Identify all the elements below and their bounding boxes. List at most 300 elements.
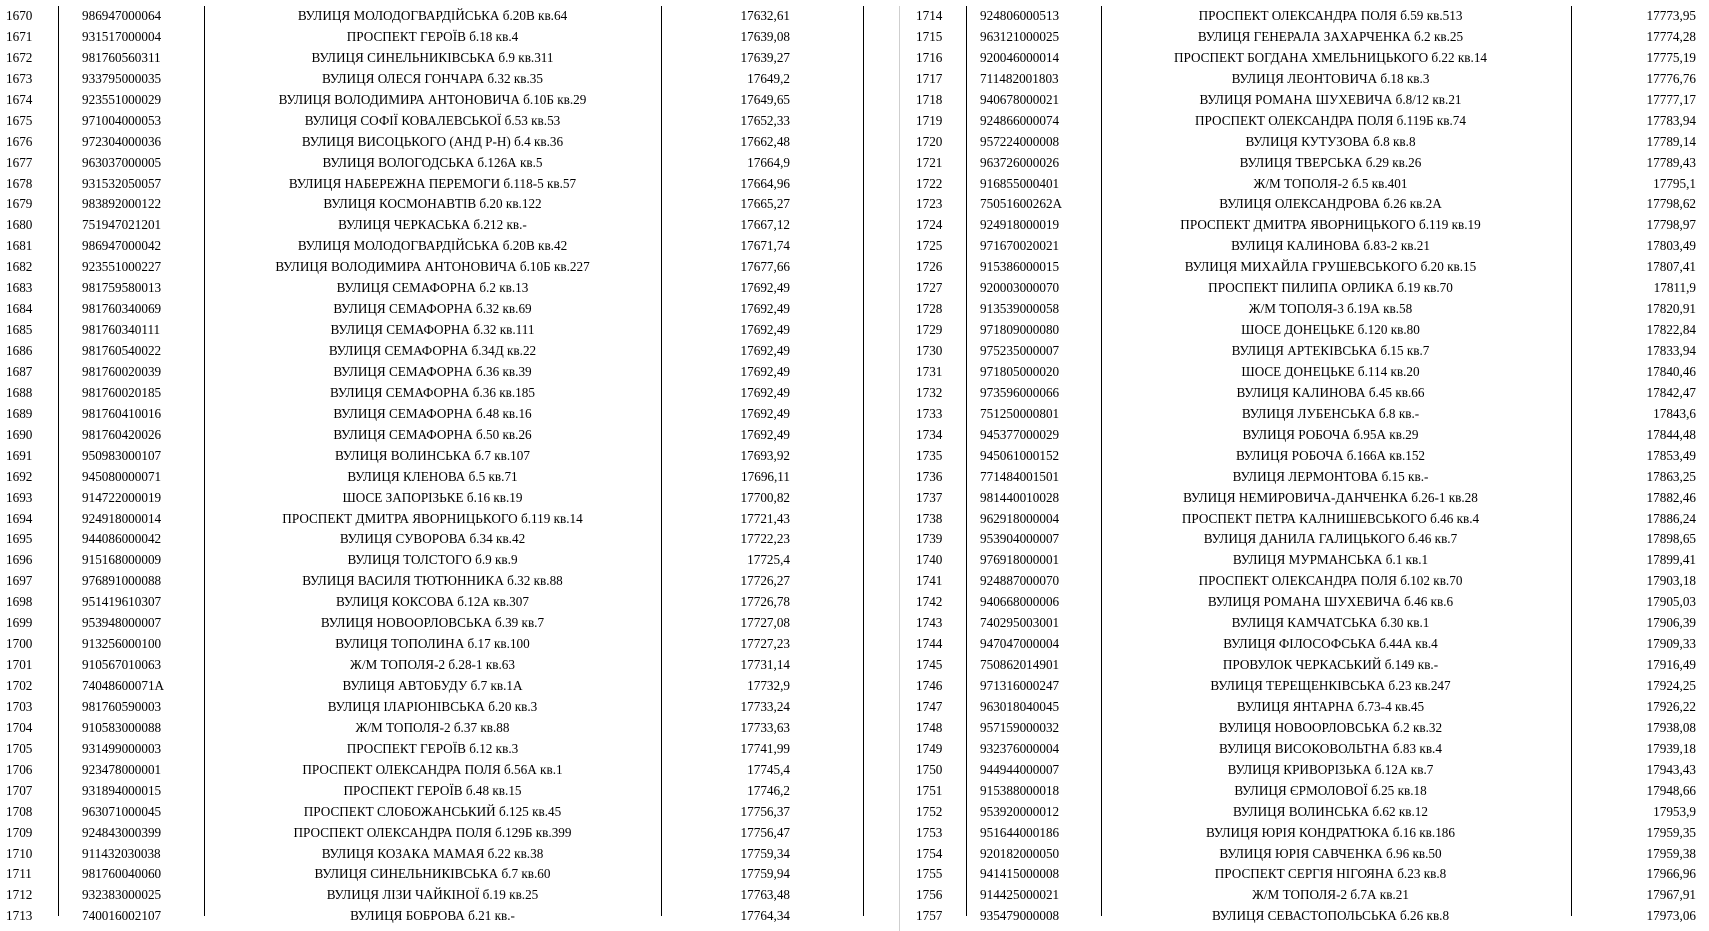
amount: 17905,03 — [1646, 594, 1696, 610]
row-number: 1714 — [916, 8, 943, 23]
table-row — [900, 111, 1709, 132]
account-number: 771484001501 — [980, 468, 1060, 484]
account-number: 924806000513 — [980, 8, 1060, 23]
row-number: 1696 — [6, 552, 33, 568]
table-row — [0, 27, 860, 48]
amount: 17696,11 — [741, 468, 790, 484]
address: ШОСЕ ДОНЕЦЬКЕ б.120 кв.80 — [1241, 322, 1420, 338]
row-number: 1697 — [6, 573, 33, 589]
table-row — [0, 446, 860, 467]
account-number: 963121000025 — [980, 28, 1060, 44]
table-row — [0, 488, 860, 509]
table-row — [900, 153, 1709, 174]
account-number: 750862014901 — [980, 657, 1060, 673]
table-row — [900, 529, 1709, 550]
address: ВУЛИЦЯ МОЛОДОГВАРДІЙСЬКА б.20В кв.42 — [297, 238, 568, 254]
amount: 17953,9 — [1653, 803, 1696, 819]
address: ПРОСПЕКТ ОЛЕКСАНДРА ПОЛЯ б.102 кв.70 — [1198, 573, 1463, 589]
address: ПРОСПЕКТ ОЛЕКСАНДРА ПОЛЯ б.119Б кв.74 — [1195, 112, 1466, 128]
account-number: 981760420026 — [82, 426, 162, 442]
account-number: 931894000015 — [82, 782, 162, 798]
address: ШОСЕ ЗАПОРІЗЬКЕ б.16 кв.19 — [342, 489, 523, 505]
address: ВУЛИЦЯ КЛЕНОВА б.5 кв.71 — [347, 468, 518, 484]
table-row — [900, 844, 1709, 865]
account-number: 923478000001 — [82, 761, 162, 777]
address: ВУЛИЦЯ НОВООРЛОВСЬКА б.2 кв.32 — [1218, 719, 1443, 735]
amount: 17798,97 — [1646, 217, 1696, 233]
table-row — [900, 174, 1709, 195]
account-number: 963726000026 — [980, 154, 1060, 170]
amount: 17722,23 — [740, 531, 790, 547]
amount: 17853,49 — [1646, 447, 1696, 463]
row-number: 1709 — [6, 824, 33, 840]
address: ВУЛИЦЯ РОБОЧА б.95А кв.29 — [1242, 426, 1419, 442]
amount: 17811,9 — [1653, 280, 1696, 296]
account-number: 931499000003 — [82, 740, 162, 756]
account-number: 981760020039 — [82, 363, 162, 379]
row-number: 1673 — [6, 70, 33, 86]
row-number: 1744 — [916, 636, 943, 652]
table-row — [900, 383, 1709, 404]
amount: 17693,92 — [740, 447, 790, 463]
amount: 17840,46 — [1646, 363, 1696, 379]
row-number: 1711 — [6, 866, 32, 882]
address: ВУЛИЦЯ ЛУБЕНСЬКА б.8 кв.- — [1241, 405, 1420, 421]
account-number: 920182000050 — [980, 845, 1060, 861]
table-row — [900, 27, 1709, 48]
account-number: 971670020021 — [980, 238, 1060, 254]
amount: 17916,49 — [1646, 657, 1696, 673]
account-number: 981760040060 — [82, 866, 162, 882]
account-number: 981759580013 — [82, 280, 162, 296]
address: ШОСЕ ДОНЕЦЬКЕ б.114 кв.20 — [1241, 363, 1420, 379]
table-row — [0, 697, 860, 718]
address: ВУЛИЦЯ ТОПОЛИНА б.17 кв.100 — [335, 636, 530, 652]
row-number: 1733 — [916, 405, 943, 421]
address: ПРОВУЛОК ЧЕРКАСЬКИЙ б.149 кв.- — [1222, 657, 1439, 673]
table-row — [0, 90, 860, 111]
account-number: 74048600071А — [82, 678, 165, 693]
amount: 17756,47 — [740, 824, 790, 840]
account-number: 914722000019 — [82, 489, 162, 505]
address: ПРОСПЕКТ ДМИТРА ЯВОРНИЦЬКОГО б.119 кв.19 — [1180, 217, 1481, 233]
row-number: 1670 — [6, 8, 33, 23]
table-row — [900, 299, 1709, 320]
row-number: 1745 — [916, 657, 943, 673]
address: ВУЛИЦЯ СЕВАСТОПОЛЬСЬКА б.26 кв.8 — [1211, 908, 1450, 924]
address: ВУЛИЦЯ АРТЕКІВСЬКА б.15 кв.7 — [1231, 343, 1430, 358]
address: ВУЛИЦЯ СОФІЇ КОВАЛЕВСЬКОЇ б.53 кв.53 — [304, 112, 561, 128]
column-divider — [863, 6, 864, 916]
amount: 17844,48 — [1646, 426, 1696, 442]
row-number: 1704 — [6, 719, 33, 735]
account-number: 976918000001 — [980, 552, 1060, 568]
amount: 17745,4 — [747, 761, 790, 777]
amount: 17664,9 — [747, 154, 790, 170]
address: ВУЛИЦЯ МИХАЙЛА ГРУШЕВСЬКОГО б.20 кв.15 — [1184, 259, 1477, 275]
address: ВУЛИЦЯ СЕМАФОРНА б.2 кв.13 — [336, 280, 529, 296]
account-number: 963037000005 — [82, 154, 162, 170]
address: ВУЛИЦЯ КАЛИНОВА б.45 кв.66 — [1236, 384, 1425, 400]
table-row — [900, 781, 1709, 802]
amount: 17725,4 — [747, 552, 790, 568]
row-number: 1693 — [6, 489, 33, 505]
row-number: 1700 — [6, 636, 33, 652]
address: ВУЛИЦЯ ІЛАРІОНІВСЬКА б.20 кв.3 — [327, 698, 538, 714]
amount: 17959,35 — [1646, 824, 1696, 840]
address: ВУЛИЦЯ СЕМАФОРНА б.36 кв.185 — [330, 384, 535, 400]
amount: 17843,6 — [1653, 405, 1696, 421]
address: ВУЛИЦЯ ЛЕРМОНТОВА б.15 кв.- — [1232, 468, 1429, 484]
row-number: 1694 — [6, 510, 33, 526]
address: ВУЛИЦЯ ВАСИЛЯ ТЮТЮННИКА б.32 кв.88 — [302, 573, 563, 589]
table-row — [0, 236, 860, 257]
account-number: 940668000006 — [980, 594, 1060, 610]
row-number: 1699 — [6, 615, 33, 631]
address: ВУЛИЦЯ СЕМАФОРНА б.32 кв.69 — [333, 301, 532, 317]
amount: 17726,27 — [740, 573, 790, 589]
account-number: 751947021201 — [82, 217, 162, 233]
address: ВУЛИЦЯ ЯНТАРНА б.73-4 кв.45 — [1236, 698, 1425, 714]
account-number: 953948000007 — [82, 615, 162, 631]
account-number: 953920000012 — [980, 803, 1060, 819]
table-row — [900, 739, 1709, 760]
amount: 17727,23 — [740, 636, 790, 652]
address: ПРОСПЕКТ ОЛЕКСАНДРА ПОЛЯ б.56А кв.1 — [302, 761, 563, 777]
account-number: 913539000058 — [980, 301, 1060, 317]
account-number: 931532050057 — [82, 175, 162, 191]
table-row — [0, 404, 860, 425]
address: ВУЛИЦЯ ВИСОЦЬКОГО (АНД Р-Н) б.4 кв.36 — [301, 133, 564, 149]
table-row — [0, 215, 860, 236]
amount: 17665,27 — [740, 196, 790, 212]
account-number: 957224000008 — [980, 133, 1060, 149]
row-number: 1730 — [916, 343, 943, 358]
amount: 17692,49 — [740, 405, 790, 421]
account-number: 916855000401 — [980, 175, 1060, 191]
table-row — [900, 215, 1709, 236]
row-number: 1705 — [6, 740, 33, 756]
table-row — [0, 467, 860, 488]
table-row — [0, 48, 860, 69]
left-table — [0, 6, 860, 927]
row-number: 1690 — [6, 426, 33, 442]
row-number: 1718 — [916, 91, 943, 107]
row-number: 1685 — [6, 322, 33, 338]
amount: 17938,08 — [1646, 719, 1696, 735]
address: ВУЛИЦЯ ВОЛОДИМИРА АНТОНОВИЧА б.10Б кв.29 — [278, 91, 587, 107]
table-row — [900, 132, 1709, 153]
address: ВУЛИЦЯ СЕМАФОРНА б.48 кв.16 — [333, 405, 532, 421]
account-number: 931517000004 — [82, 28, 162, 44]
address: ПРОСПЕКТ ГЕРОЇВ б.18 кв.4 — [346, 28, 519, 44]
amount: 17833,94 — [1646, 343, 1696, 358]
account-number: 920003000070 — [980, 280, 1060, 296]
account-number: 933795000035 — [82, 70, 162, 86]
account-number: 971004000053 — [82, 112, 162, 128]
account-number: 986947000042 — [82, 238, 162, 254]
account-number: 945080000071 — [82, 468, 162, 484]
row-number: 1735 — [916, 447, 943, 463]
amount: 17732,9 — [747, 678, 790, 693]
address: ВУЛИЦЯ КРИВОРІЗЬКА б.12А кв.7 — [1227, 761, 1434, 777]
table-row — [900, 613, 1709, 634]
table-row — [0, 341, 860, 362]
row-number: 1703 — [6, 698, 33, 714]
table-row — [900, 864, 1709, 885]
row-number: 1743 — [916, 615, 943, 631]
address: Ж/М ТОПОЛЯ-3 б.19А кв.58 — [1248, 301, 1413, 317]
table-row — [0, 844, 860, 865]
table-row — [900, 509, 1709, 530]
table-row — [900, 906, 1709, 927]
account-number: 923551000029 — [82, 91, 162, 107]
row-number: 1676 — [6, 133, 33, 149]
row-number: 1687 — [6, 363, 33, 379]
amount: 17795,1 — [1653, 175, 1696, 191]
row-number: 1719 — [916, 112, 943, 128]
row-number: 1681 — [6, 238, 33, 254]
table-row — [900, 48, 1709, 69]
address: ВУЛИЦЯ ДАНИЛА ГАЛИЦЬКОГО б.46 кв.7 — [1203, 531, 1458, 547]
table-row — [0, 425, 860, 446]
account-number: 951644000186 — [980, 824, 1060, 840]
amount: 17700,82 — [740, 489, 790, 505]
account-number: 981760020185 — [82, 384, 162, 400]
amount: 17759,34 — [740, 845, 790, 861]
address: ВУЛИЦЯ СУВОРОВА б.34 кв.42 — [339, 531, 526, 547]
table-row — [0, 362, 860, 383]
account-number: 711482001803 — [980, 70, 1059, 86]
row-number: 1738 — [916, 510, 943, 526]
row-number: 1707 — [6, 782, 33, 798]
table-row — [0, 69, 860, 90]
table-row — [0, 383, 860, 404]
address: ВУЛИЦЯ ВИСОКОВОЛЬТНА б.83 кв.4 — [1219, 740, 1442, 756]
address: ПРОСПЕКТ ГЕРОЇВ б.48 кв.15 — [343, 782, 522, 798]
table-row — [900, 404, 1709, 425]
account-number: 953904000007 — [980, 531, 1060, 547]
table-row — [0, 509, 860, 530]
account-number: 945061000152 — [980, 447, 1060, 463]
table-row — [0, 278, 860, 299]
table-row — [0, 634, 860, 655]
account-number: 915388000018 — [980, 782, 1060, 798]
row-number: 1688 — [6, 384, 33, 400]
account-number: 981760340069 — [82, 301, 162, 317]
amount: 17926,22 — [1646, 698, 1696, 714]
table-row — [900, 341, 1709, 362]
account-number: 972304000036 — [82, 133, 162, 149]
amount: 17649,65 — [740, 91, 790, 107]
amount: 17756,37 — [740, 803, 790, 819]
address: ВУЛИЦЯ ЛЕОНТОВИЧА б.18 кв.3 — [1231, 70, 1430, 86]
table-row — [0, 194, 860, 215]
amount: 17783,94 — [1646, 112, 1696, 128]
account-number: 951419610307 — [82, 594, 162, 610]
table-row — [0, 760, 860, 781]
account-number: 971809000080 — [980, 322, 1060, 338]
amount: 17746,2 — [747, 782, 790, 798]
amount: 17727,08 — [740, 615, 790, 631]
account-number: 971316000247 — [980, 678, 1060, 693]
amount: 17763,48 — [740, 887, 790, 903]
account-number: 924918000019 — [980, 217, 1060, 233]
amount: 17677,66 — [740, 259, 790, 275]
table-row — [900, 885, 1709, 906]
account-number: 915168000009 — [82, 552, 162, 568]
account-number: 914425000021 — [980, 887, 1060, 903]
account-number: 751250000801 — [980, 405, 1060, 421]
row-number: 1716 — [916, 49, 943, 65]
account-number: 924887000070 — [980, 573, 1060, 589]
table-row — [0, 864, 860, 885]
account-number: 740295003001 — [980, 615, 1060, 631]
row-number: 1753 — [916, 824, 943, 840]
amount: 17789,43 — [1646, 154, 1696, 170]
table-row — [0, 299, 860, 320]
address: ПРОСПЕКТ ОЛЕКСАНДРА ПОЛЯ б.129Б кв.399 — [293, 824, 572, 840]
address: ВУЛИЦЯ ВОЛИНСЬКА б.62 кв.12 — [1233, 803, 1428, 819]
address: ВУЛИЦЯ КУТУЗОВА б.8 кв.8 — [1245, 133, 1416, 149]
address: ВУЛИЦЯ НОВООРЛОВСЬКА б.39 кв.7 — [320, 615, 545, 631]
account-number: 971805000020 — [980, 363, 1060, 379]
table-row — [0, 529, 860, 550]
address: ПРОСПЕКТ СЛОБОЖАНСЬКИЙ б.125 кв.45 — [303, 803, 562, 819]
account-number: 973596000066 — [980, 384, 1060, 400]
account-number: 981760540022 — [82, 343, 162, 358]
table-row — [0, 802, 860, 823]
table-row — [0, 257, 860, 278]
table-row — [900, 718, 1709, 739]
address: ВУЛИЦЯ ТЕРЕЩЕНКІВСЬКА б.23 кв.247 — [1210, 678, 1451, 693]
amount: 17909,33 — [1646, 636, 1696, 652]
column-divider — [1571, 6, 1572, 916]
amount: 17741,99 — [740, 740, 790, 756]
amount: 17959,38 — [1646, 845, 1696, 861]
amount: 17692,49 — [740, 280, 790, 296]
amount: 17731,14 — [740, 657, 790, 673]
account-number: 740016002107 — [82, 908, 162, 924]
amount: 17803,49 — [1646, 238, 1696, 254]
address: ВУЛИЦЯ ЛІЗИ ЧАЙКІНОЇ б.19 кв.25 — [326, 887, 539, 903]
row-number: 1713 — [6, 908, 33, 924]
row-number: 1675 — [6, 112, 33, 128]
amount: 17948,66 — [1646, 782, 1696, 798]
table-row — [0, 906, 860, 927]
column-divider — [204, 6, 205, 916]
table-row — [900, 655, 1709, 676]
account-number: 963018040045 — [980, 698, 1060, 714]
table-row — [0, 718, 860, 739]
account-number: 981440010028 — [980, 489, 1060, 505]
table-row — [900, 278, 1709, 299]
account-number: 950983000107 — [82, 447, 162, 463]
address: ВУЛИЦЯ БОБРОВА б.21 кв.- — [350, 908, 515, 924]
row-number: 1715 — [916, 28, 943, 44]
row-number: 1737 — [916, 489, 943, 505]
row-number: 1728 — [916, 301, 943, 317]
row-number: 1721 — [916, 154, 943, 170]
account-number: 915386000015 — [980, 259, 1060, 275]
table-row — [0, 676, 860, 697]
address: ВУЛИЦЯ РОБОЧА б.166А кв.152 — [1235, 447, 1426, 463]
right-table — [900, 6, 1709, 927]
address: ВУЛИЦЯ ТОЛСТОГО б.9 кв.9 — [347, 552, 518, 568]
amount: 17639,27 — [740, 49, 790, 65]
row-number: 1708 — [6, 803, 33, 819]
amount: 17924,25 — [1646, 678, 1696, 693]
account-number: 932376000004 — [980, 740, 1060, 756]
amount: 17662,48 — [740, 133, 790, 149]
address: ВУЛИЦЯ ЮРІЯ САВЧЕНКА б.96 кв.50 — [1219, 845, 1442, 861]
table-row — [0, 550, 860, 571]
amount: 17820,91 — [1646, 301, 1696, 317]
account-number: 981760340111 — [82, 322, 161, 338]
account-number: 944086000042 — [82, 531, 162, 547]
address: Ж/М ТОПОЛЯ-2 б.7А кв.21 — [1252, 887, 1409, 903]
account-number: 910583000088 — [82, 719, 162, 735]
row-number: 1712 — [6, 887, 33, 903]
address: Ж/М ТОПОЛЯ-2 б.5 кв.401 — [1253, 175, 1408, 191]
row-number: 1726 — [916, 259, 943, 275]
address: ВУЛИЦЯ ГЕНЕРАЛА ЗАХАРЧЕНКА б.2 кв.25 — [1197, 28, 1464, 44]
account-number: 941415000008 — [980, 866, 1060, 882]
account-number: 957159000032 — [980, 719, 1060, 735]
amount: 17776,76 — [1646, 70, 1696, 86]
row-number: 1723 — [916, 196, 943, 212]
row-number: 1702 — [6, 678, 33, 693]
row-number: 1717 — [916, 70, 943, 86]
address: ВУЛИЦЯ КОСМОНАВТІВ б.20 кв.122 — [323, 196, 542, 212]
amount: 17943,43 — [1646, 761, 1696, 777]
amount: 17899,41 — [1646, 552, 1696, 568]
address: ВУЛИЦЯ СИНЕЛЬНИКІВСЬКА б.9 кв.311 — [311, 49, 554, 65]
address: ВУЛИЦЯ МУРМАНСЬКА б.1 кв.1 — [1232, 552, 1429, 568]
table-row — [0, 571, 860, 592]
account-number: 932383000025 — [82, 887, 162, 903]
address: ВУЛИЦЯ ТВЕРСЬКА б.29 кв.26 — [1239, 154, 1422, 170]
table-row — [0, 592, 860, 613]
table-row — [900, 6, 1709, 27]
amount: 17667,12 — [740, 217, 790, 233]
address: ПРОСПЕКТ ОЛЕКСАНДРА ПОЛЯ б.59 кв.513 — [1198, 8, 1463, 23]
row-number: 1731 — [916, 363, 943, 379]
row-number: 1729 — [916, 322, 943, 338]
table-row — [0, 823, 860, 844]
account-number: 924866000074 — [980, 112, 1060, 128]
account-number: 944944000007 — [980, 761, 1060, 777]
table-row — [900, 823, 1709, 844]
amount: 17973,06 — [1646, 908, 1696, 924]
amount: 17664,96 — [740, 175, 790, 191]
account-number: 947047000004 — [980, 636, 1060, 652]
row-number: 1672 — [6, 49, 33, 65]
row-number: 1755 — [916, 866, 943, 882]
address: ВУЛИЦЯ РОМАНА ШУХЕВИЧА б.8/12 кв.21 — [1199, 91, 1462, 107]
address: ПРОСПЕКТ БОГДАНА ХМЕЛЬНИЦЬКОГО б.22 кв.14 — [1173, 49, 1488, 65]
account-number: 945377000029 — [980, 426, 1060, 442]
row-number: 1751 — [916, 782, 943, 798]
amount: 17692,49 — [740, 363, 790, 379]
row-number: 1749 — [916, 740, 943, 756]
column-divider — [58, 6, 59, 916]
account-number: 923551000227 — [82, 259, 162, 275]
account-number: 981760590003 — [82, 698, 162, 714]
address: ПРОСПЕКТ СЕРГІЯ НІГОЯНА б.23 кв.8 — [1214, 866, 1447, 882]
table-row — [900, 697, 1709, 718]
column-divider — [966, 6, 967, 916]
